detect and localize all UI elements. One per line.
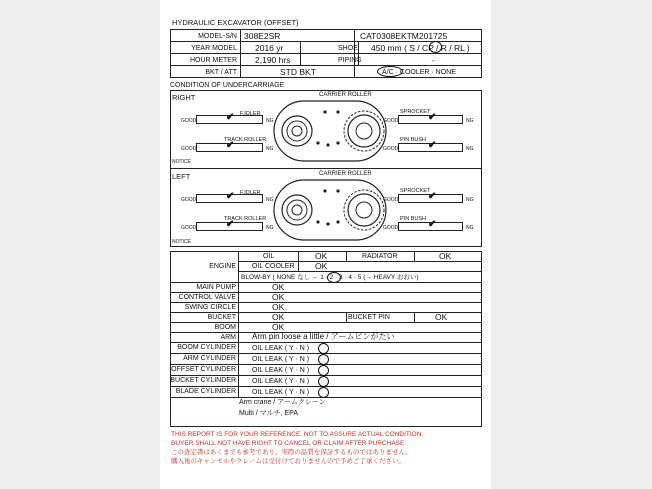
blow-by-circle bbox=[327, 272, 341, 283]
undercarriage-title: CONDITION OF UNDERCARRIAGE bbox=[170, 82, 285, 89]
left-f-idler-check: ✔ bbox=[226, 191, 235, 202]
oil-label: OIL bbox=[263, 253, 275, 260]
boom-label: BOOM bbox=[214, 324, 236, 331]
left-pin-bush-label: PIN BUSH bbox=[400, 216, 426, 222]
hours-value: 2,190 hrs bbox=[255, 55, 291, 65]
arm-cylinder-label: ARM CYLINDER bbox=[183, 355, 236, 362]
report-title: HYDRAULIC EXCAVATOR (OFFSET) bbox=[172, 18, 299, 27]
swing-circle-label: SWING CIRCLE bbox=[184, 304, 236, 311]
disclaimer-line-4: 購入後のキャンセルやクレームは受付けておりませんので予めご了承ください。 bbox=[171, 458, 405, 465]
left-track-roller-check: ✔ bbox=[226, 219, 235, 230]
serial-value: CAT0308EKTM201725 bbox=[360, 31, 448, 41]
boom-cylinder-label: BOOM CYLINDER bbox=[177, 344, 236, 351]
bucket-value: OK bbox=[272, 312, 285, 322]
bucket-pin-value: OK bbox=[435, 312, 448, 322]
bucket-cylinder-oil-leak: OIL LEAK ( Y · N ) bbox=[252, 378, 310, 385]
model-value: 308E2SR bbox=[244, 31, 281, 41]
shoe-cp-circle bbox=[429, 41, 442, 53]
arm-label: ARM bbox=[220, 334, 236, 341]
offset-cylinder-n-circle bbox=[318, 365, 329, 376]
left-track-roller-label: TRACK ROLLER bbox=[224, 216, 267, 222]
right-sprocket-label: SPROCKET bbox=[400, 109, 431, 115]
left-sprocket-check: ✔ bbox=[428, 191, 437, 202]
right-pin-bush-good: GOOD bbox=[383, 146, 399, 152]
left-f-idler-label: F.IDLER bbox=[240, 190, 261, 196]
left-track-roller-ng: NG bbox=[266, 225, 274, 231]
blow-by-scale: BLOW-BY ( NONE なし ← 1 · 2 · 3 · 4 · 5 (→ HEAVY おおい) bbox=[241, 274, 419, 281]
offset-cylinder-label: OFFSET CYLINDER bbox=[171, 366, 236, 373]
bucket-cylinder-n-circle bbox=[318, 376, 329, 387]
engine-label: ENGINE bbox=[209, 263, 236, 270]
right-f-idler-good: GOOD bbox=[181, 118, 197, 124]
right-f-idler-label: F.IDLER bbox=[240, 111, 261, 117]
left-pin-bush-good: GOOD bbox=[383, 225, 399, 231]
right-sprocket-good: GOOD bbox=[383, 118, 399, 124]
oil-cooler-value: OK bbox=[315, 261, 328, 271]
right-track-roller-label: TRACK ROLLER bbox=[224, 137, 267, 143]
right-f-idler-ng: NG bbox=[266, 118, 274, 124]
right-track-diagram bbox=[270, 97, 390, 165]
bkt-value: STD BKT bbox=[280, 67, 316, 77]
control-valve-label: CONTROL VALVE bbox=[178, 294, 236, 301]
left-pin-bush-ng: NG bbox=[466, 225, 474, 231]
year-value: 2016 yr bbox=[255, 43, 284, 53]
left-carrier-roller-label: CARRIER ROLLER bbox=[319, 171, 372, 177]
right-track-roller-good: GOOD bbox=[181, 146, 197, 152]
right-notice-label: NOTICE bbox=[172, 159, 191, 165]
left-sprocket-label: SPROCKET bbox=[400, 188, 431, 194]
piping-label: PIPING bbox=[338, 57, 362, 64]
radiator-label: RADIATOR bbox=[362, 253, 398, 260]
bucket-cylinder-label: BUCKET CYLINDER bbox=[170, 377, 236, 384]
offset-cylinder-oil-leak: OIL LEAK ( Y · N ) bbox=[252, 367, 310, 374]
bucket-label: BUCKET bbox=[207, 314, 236, 321]
left-sprocket-good: GOOD bbox=[383, 197, 399, 203]
left-track-diagram bbox=[270, 176, 390, 244]
hours-label: HOUR METER bbox=[189, 57, 237, 64]
oil-value: OK bbox=[315, 251, 328, 261]
arm-value: Arm pin loose a little / アームピンがたい bbox=[252, 332, 395, 341]
disclaimer-line-3: この査定書はあくまでも参考であり、実際の品質を保証するものではありません。 bbox=[171, 449, 412, 456]
left-label: LEFT bbox=[172, 172, 191, 181]
blade-cylinder-n-circle bbox=[318, 387, 329, 398]
note-arm-crane: Arm crane / アームクレーン bbox=[239, 399, 326, 406]
boom-cylinder-n-circle bbox=[318, 343, 329, 354]
boom-cylinder-oil-leak: OIL LEAK ( Y · N ) bbox=[252, 345, 310, 352]
disclaimer-line-2: BUYER SHALL NOT HAVE RIGHT TO CANCEL OR CLAIM AFTER PURCHASE. bbox=[171, 440, 407, 447]
right-f-idler-check: ✔ bbox=[226, 112, 235, 123]
blade-cylinder-oil-leak: OIL LEAK ( Y · N ) bbox=[252, 389, 310, 396]
right-pin-bush-ng: NG bbox=[466, 146, 474, 152]
bkt-label: BKT / ATT bbox=[205, 69, 237, 76]
blade-cylinder-label: BLADE CYLINDER bbox=[175, 388, 236, 395]
note-multi-epa: Multi / マルチ, EPA bbox=[239, 410, 298, 417]
right-sprocket-check: ✔ bbox=[428, 112, 437, 123]
piping-value: - bbox=[432, 55, 435, 65]
arm-cylinder-n-circle bbox=[318, 354, 329, 365]
left-f-idler-ng: NG bbox=[266, 197, 274, 203]
right-pin-bush-label: PIN BUSH bbox=[400, 137, 426, 143]
left-notice-label: NOTICE bbox=[172, 239, 191, 245]
right-sprocket-ng: NG bbox=[466, 118, 474, 124]
year-label: YEAR MODEL bbox=[191, 45, 237, 52]
disclaimer-line-1: THIS REPORT IS FOR YOUR REFERENCE, NOT TO ASSURE ACTUAL CONDITION. bbox=[171, 431, 424, 438]
shoe-label: SHOE bbox=[338, 45, 358, 52]
right-carrier-roller-label: CARRIER ROLLER bbox=[319, 92, 372, 98]
bucket-pin-label: BUCKET PIN bbox=[348, 314, 390, 321]
oil-cooler-label: OIL COOLER bbox=[252, 263, 295, 270]
left-track-roller-good: GOOD bbox=[181, 225, 197, 231]
arm-cylinder-oil-leak: OIL LEAK ( Y · N ) bbox=[252, 356, 310, 363]
boom-value: OK bbox=[272, 322, 285, 332]
right-track-roller-check: ✔ bbox=[226, 140, 235, 151]
inspection-report-sheet bbox=[160, 0, 491, 489]
main-pump-label: MAIN PUMP bbox=[196, 284, 236, 291]
ac-circle bbox=[377, 66, 403, 77]
right-track-roller-ng: NG bbox=[266, 146, 274, 152]
left-pin-bush-check: ✔ bbox=[428, 219, 437, 230]
shoe-value: 450 mm ( S / CP / R / RL ) bbox=[371, 43, 470, 53]
right-pin-bush-check: ✔ bbox=[428, 140, 437, 151]
radiator-value: OK bbox=[439, 251, 452, 261]
model-label: MODEL-S/N bbox=[198, 33, 237, 40]
control-valve-value: OK bbox=[272, 292, 285, 302]
left-sprocket-ng: NG bbox=[466, 197, 474, 203]
left-f-idler-good: GOOD bbox=[181, 197, 197, 203]
swing-circle-value: OK bbox=[272, 302, 285, 312]
main-pump-value: OK bbox=[272, 282, 285, 292]
ac-value: A/C · COOLER · NONE bbox=[382, 69, 456, 76]
right-label: RIGHT bbox=[172, 93, 196, 102]
